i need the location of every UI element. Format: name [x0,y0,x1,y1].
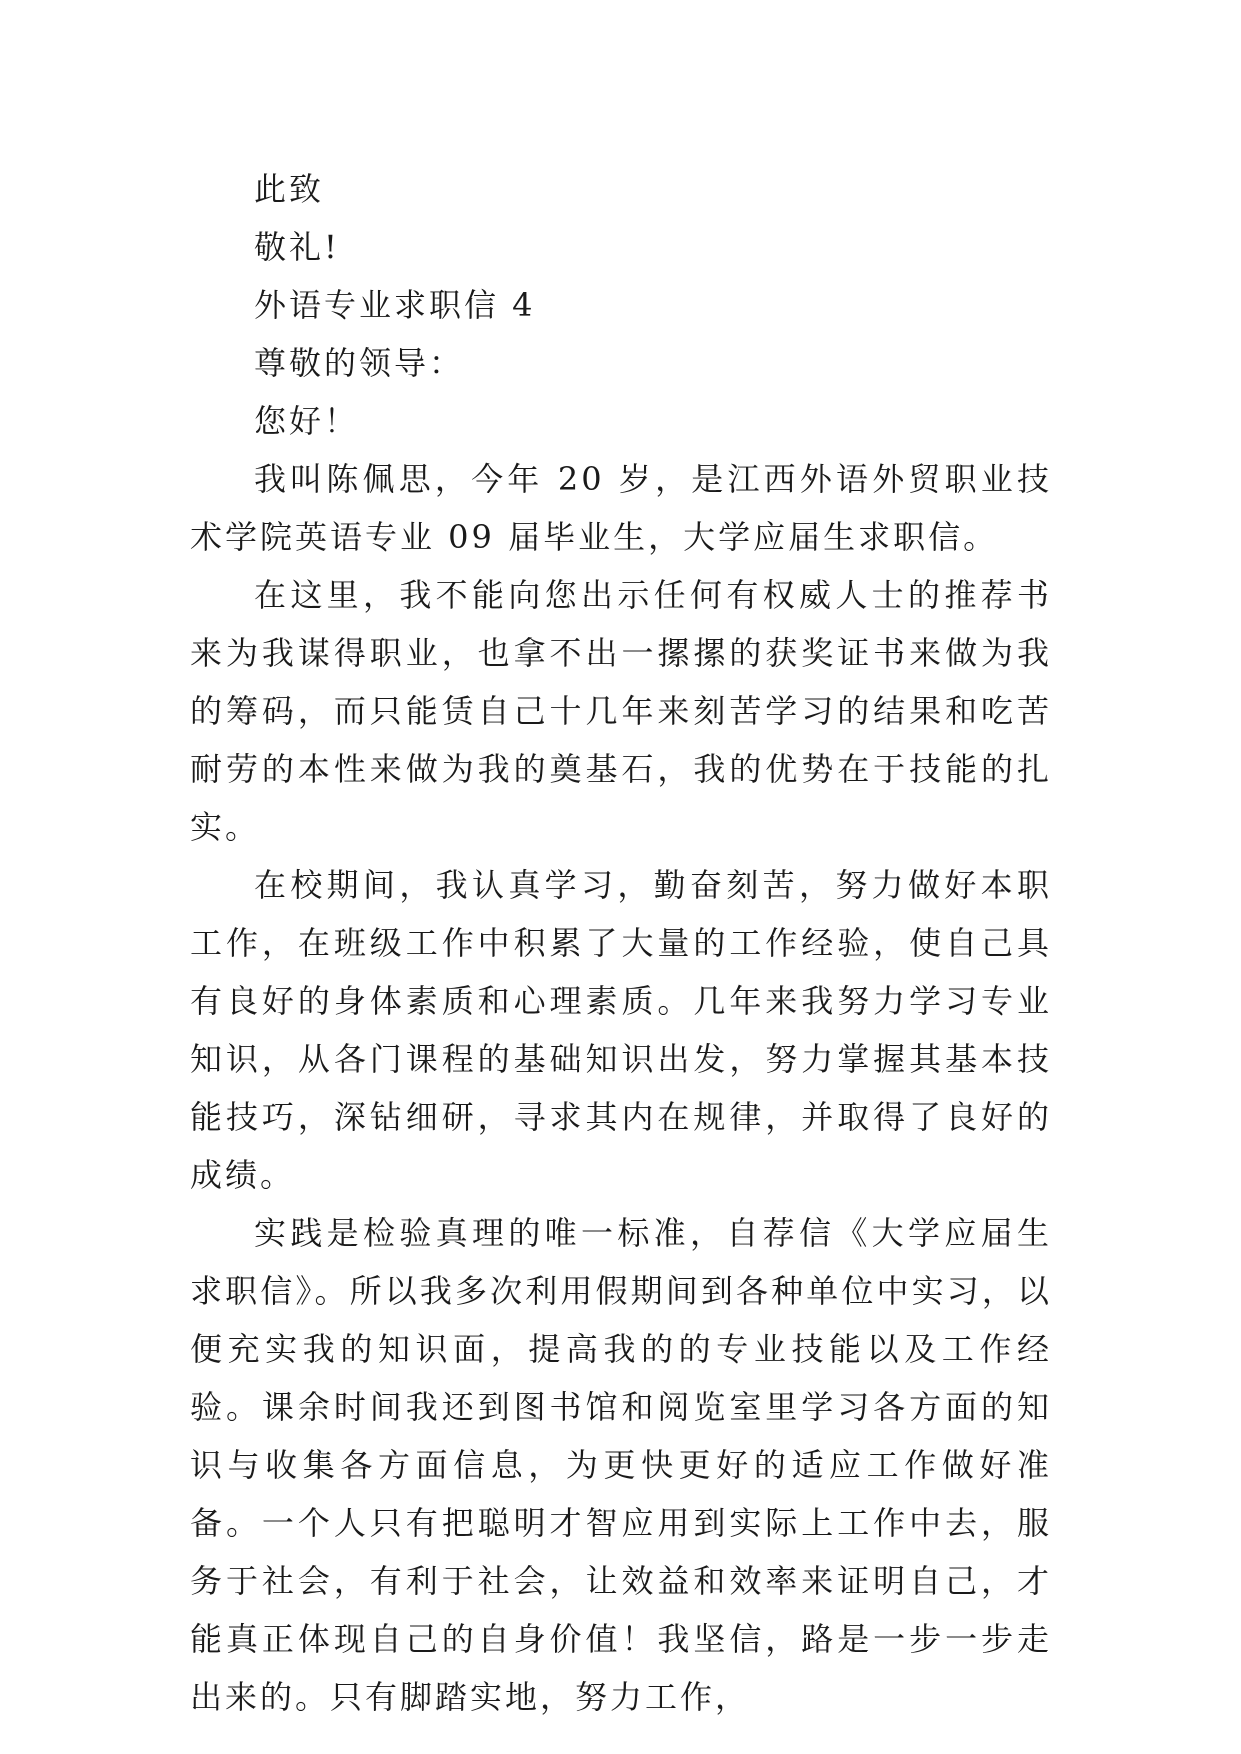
paragraph-school: 在校期间，我认真学习，勤奋刻苦，努力做好本职工作，在班级工作中积累了大量的工作经验，使自己具有良好的身体素质和心理素质。几年来我努力学习专业知识，从各门课程的基础知识出发，努力掌握其基本技能技巧，深钻细研，寻求其内在规律，并取得了良好的成绩。 [190,866,1052,1194]
greeting-addressee: 尊敬的领导： [254,344,465,382]
paragraph-recommendation: 在这里，我不能向您出示任何有权威人士的推荐书来为我谋得职业，也拿不出一摞摞的获奖证书来做为我的筹码，而只能赁自己十几年来刻苦学习的结果和吃苦耐劳的本性来做为我的奠基石，我的优势在于技能的扎实。 [190,576,1052,846]
letter-heading: 外语专业求职信 4 [254,286,536,324]
letter-body [190,160,1052,1726]
paragraph-practice: 实践是检验真理的唯一标准，自荐信《大学应届生求职信》。所以我多次利用假期间到各种单位中实习，以便充实我的知识面，提高我的的专业技能以及工作经验。课余时间我还到图书馆和阅览室里学习各方面的知识与收集各方面信息，为更快更好的适应工作做好准备。一个人只有把聪明才智应用到实际上工作中去，服务于社会，有利于社会，让效益和效率来证明自己，才能真正体现自己的自身价值！我坚信，路是一步一步走出来的。只有脚踏实地，努力工作， [190,1214,1052,1716]
salutation-closing: 敬礼! [254,228,340,266]
greeting-hello: 您好！ [254,402,360,440]
closing-line: 此致 [254,170,325,208]
paragraph-intro: 我叫陈佩思，今年 20 岁，是江西外语外贸职业技术学院英语专业 09 届毕业生，大学应届生求职信。 [190,460,1052,556]
